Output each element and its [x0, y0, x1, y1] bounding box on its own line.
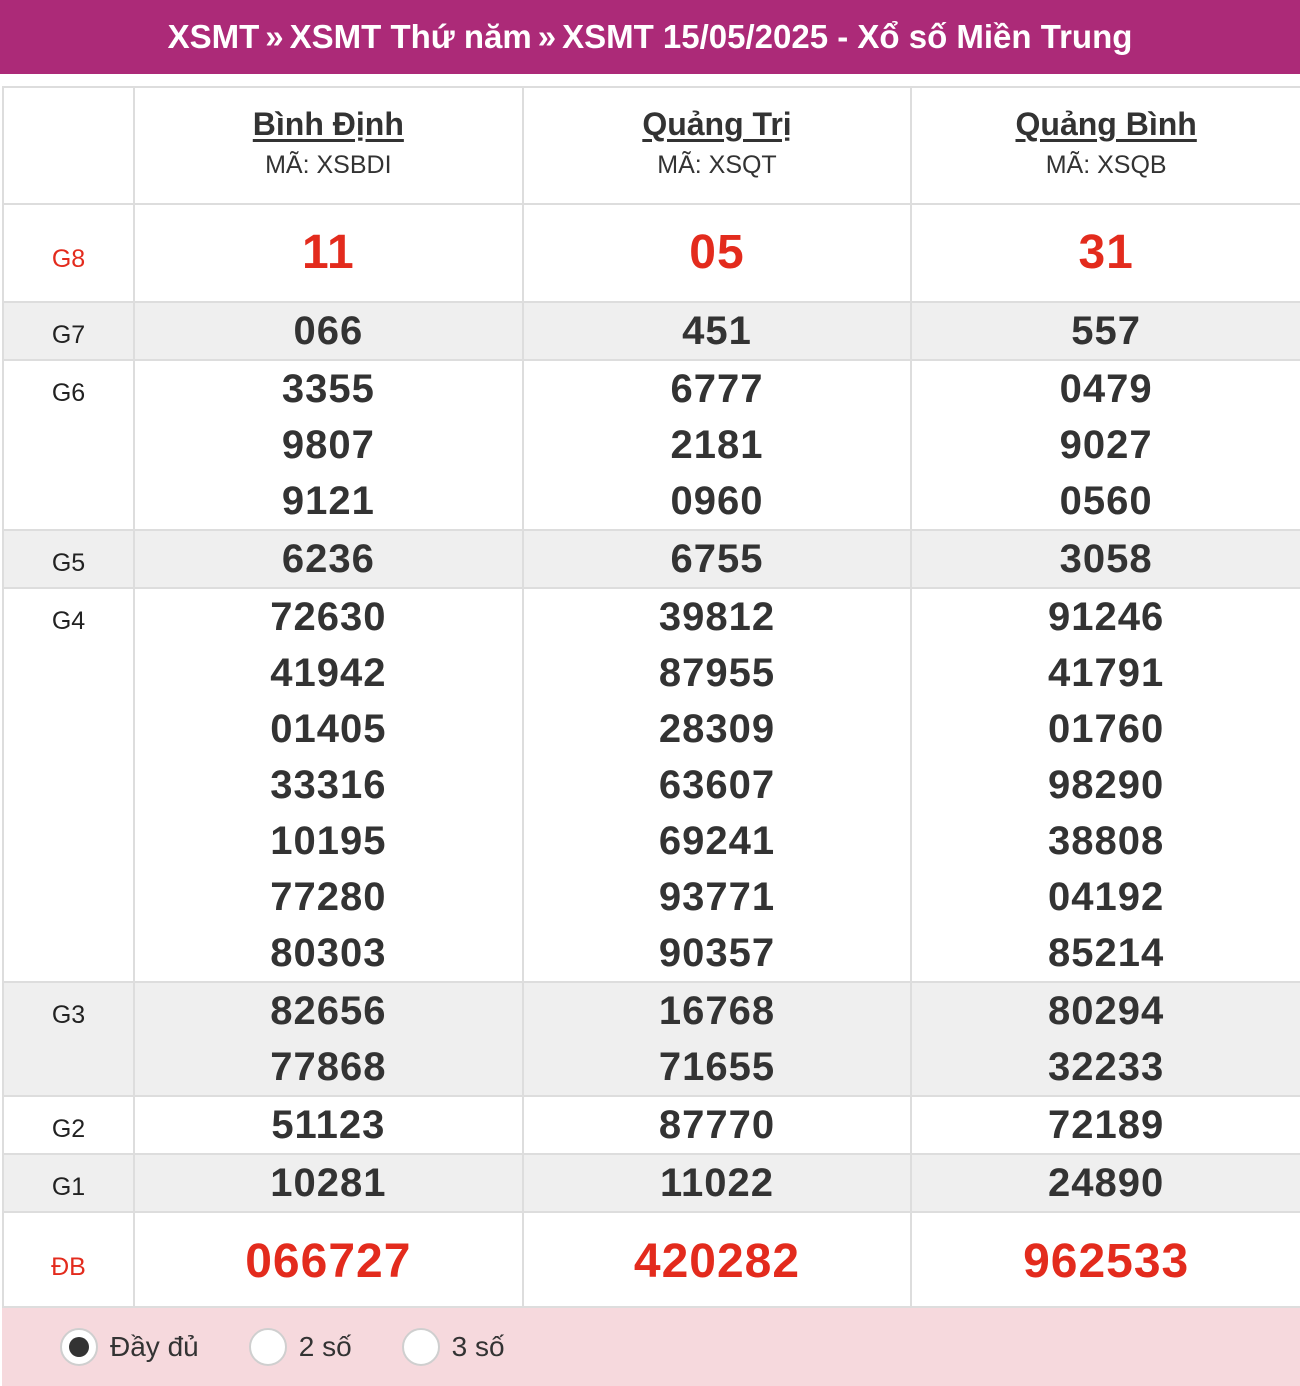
option-full[interactable] [60, 1328, 199, 1366]
prize-number: 82656 [270, 989, 387, 1033]
prize-number: 0560 [1059, 479, 1153, 523]
radio-button[interactable] [402, 1328, 440, 1366]
prize-number: 3058 [1059, 537, 1153, 581]
prize-number: 0960 [670, 479, 764, 523]
prize-number: 3355 [281, 367, 375, 411]
prize-label: G7 [51, 321, 86, 349]
breadcrumb-separator: » [537, 18, 557, 55]
province-header [134, 88, 523, 204]
empty-header-cell [4, 88, 134, 204]
prize-number: 87770 [658, 1103, 776, 1147]
prize-number: 24890 [1048, 1161, 1165, 1205]
prize-row-g7 [4, 302, 1300, 360]
prize-number: 31 [1078, 226, 1134, 279]
prize-number: 91246 [1048, 595, 1165, 639]
prize-number: 39812 [658, 595, 776, 639]
results-table [4, 88, 1300, 1313]
prize-number: 90357 [658, 931, 776, 975]
prize-label: G1 [51, 1173, 86, 1201]
prize-number: 77868 [270, 1045, 387, 1089]
radio-dot [69, 1337, 89, 1357]
prize-label: G5 [51, 549, 86, 577]
prize-number: 72630 [270, 595, 387, 639]
prize-label: G3 [51, 1001, 86, 1029]
prize-number: 01405 [270, 707, 387, 751]
breadcrumb-link-xsmt-thu-nam[interactable]: XSMT Thứ năm [289, 18, 532, 55]
prize-number: 451 [682, 309, 752, 353]
prize-number: 69241 [658, 819, 776, 863]
prize-number: 9121 [281, 479, 375, 523]
prize-number: 10281 [270, 1161, 387, 1205]
prize-number: 05 [689, 226, 745, 279]
radio-button-selected[interactable] [60, 1328, 98, 1366]
option-label: Đầy đủ [110, 1331, 199, 1362]
prize-row-g5 [4, 530, 1300, 588]
prize-number: 6755 [670, 537, 764, 581]
prize-number: 41791 [1048, 651, 1165, 695]
prize-row-g4 [4, 588, 1300, 982]
prize-row-g6 [4, 360, 1300, 530]
results-table-container [2, 86, 1300, 1308]
prize-number: 01760 [1048, 707, 1165, 751]
prize-number: 38808 [1048, 819, 1165, 863]
province-link-quang-binh[interactable]: Quảng Bình [1015, 106, 1197, 142]
prize-number: 80294 [1048, 989, 1165, 1033]
province-code: MÃ: XSQT [657, 151, 777, 179]
option-2-digits[interactable] [249, 1328, 352, 1366]
prize-number: 16768 [658, 989, 776, 1033]
prize-number: 80303 [270, 931, 387, 975]
prize-number: 04192 [1048, 875, 1165, 919]
province-code: MÃ: XSQB [1045, 151, 1167, 179]
prize-number: 41942 [270, 651, 387, 695]
prize-number: 6236 [281, 537, 375, 581]
prize-number: 2181 [670, 423, 764, 467]
breadcrumb-separator: » [265, 18, 284, 55]
radio-button[interactable] [249, 1328, 287, 1366]
prize-number: 93771 [658, 875, 776, 919]
province-link-binh-dinh[interactable]: Bình Định [252, 106, 404, 142]
prize-label: G6 [51, 379, 86, 407]
prize-row-g3 [4, 982, 1300, 1096]
option-label: 2 số [298, 1331, 352, 1362]
prize-number: 10195 [270, 819, 387, 863]
prize-number: 63607 [658, 763, 776, 807]
prize-label: ĐB [51, 1253, 86, 1281]
prize-number: 77280 [270, 875, 387, 919]
province-code: MÃ: XSBDI [265, 151, 392, 179]
prize-number: 9807 [281, 423, 375, 467]
province-link-quang-tri[interactable]: Quảng Trị [642, 106, 792, 142]
prize-number: 066 [293, 309, 364, 353]
prize-label: G8 [51, 245, 86, 273]
table-header-row [4, 88, 1300, 204]
prize-number: 71655 [658, 1045, 776, 1089]
prize-number: 85214 [1048, 931, 1165, 975]
prize-number: 28309 [658, 707, 776, 751]
breadcrumb-link-xsmt[interactable]: XSMT [167, 18, 260, 55]
prize-number: 32233 [1048, 1045, 1165, 1089]
option-label: 3 số [451, 1331, 505, 1362]
prize-row-special [4, 1212, 1300, 1312]
prize-row-g8 [4, 204, 1300, 302]
prize-label: G2 [51, 1115, 86, 1143]
special-prize-number: 420282 [633, 1235, 801, 1288]
breadcrumb [0, 0, 1300, 74]
prize-number: 9027 [1059, 423, 1153, 467]
province-header [523, 88, 912, 204]
special-prize-number: 962533 [1023, 1235, 1190, 1288]
prize-row-g2 [4, 1096, 1300, 1154]
prize-number: 0479 [1059, 367, 1153, 411]
option-3-digits[interactable] [402, 1328, 505, 1366]
display-options-bar [2, 1308, 1300, 1386]
prize-number: 11022 [659, 1161, 774, 1205]
prize-number: 51123 [271, 1103, 386, 1147]
province-header [911, 88, 1300, 204]
prize-number: 87955 [658, 651, 776, 695]
prize-label: G4 [51, 607, 86, 635]
prize-number: 33316 [270, 763, 387, 807]
special-prize-number: 066727 [245, 1235, 412, 1288]
prize-number: 72189 [1048, 1103, 1165, 1147]
page-title: XSMT 15/05/2025 - Xổ số Miền Trung [562, 18, 1133, 55]
prize-number: 98290 [1048, 763, 1165, 807]
prize-number: 11 [301, 226, 355, 279]
prize-row-g1 [4, 1154, 1300, 1212]
prize-number: 6777 [670, 367, 764, 411]
prize-number: 557 [1071, 309, 1142, 353]
